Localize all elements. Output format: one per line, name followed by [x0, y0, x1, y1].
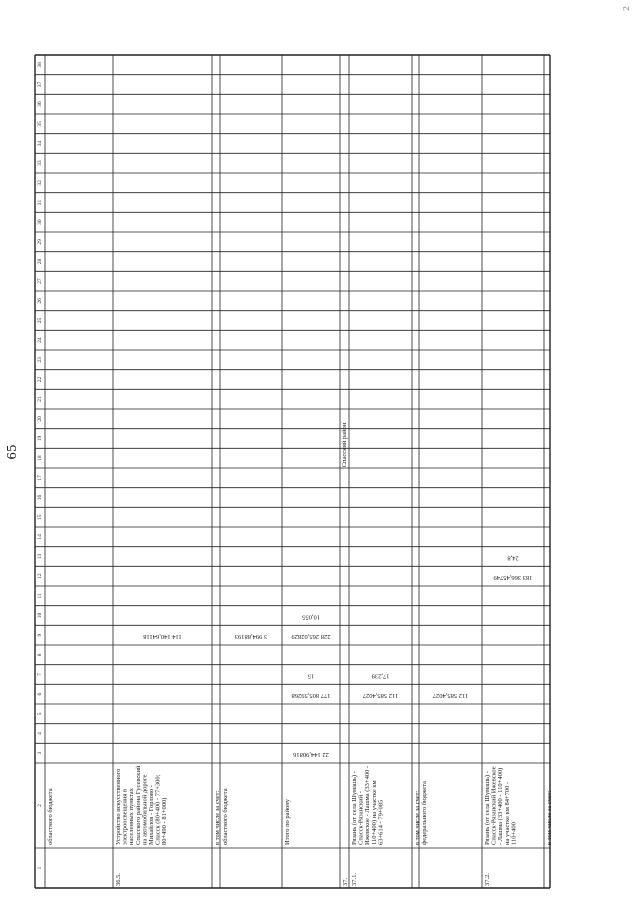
row-number: 37. [342, 877, 349, 886]
row-name: Рязань (от села Шумашь) -Спасск-Рязанский Ижевское- Лашма (33+400 - 110+400)на участке км 84+700 -110+400 [484, 766, 518, 845]
column-header: 5 [37, 712, 43, 716]
column-header: 12 [37, 573, 43, 579]
column-header: 27 [37, 278, 43, 284]
row-number: 37.2. [484, 873, 491, 886]
column-header: 29 [37, 239, 43, 245]
row-name: Устройство искусственногоэлектроосвещения внаселенных пунктахСпасского района Гусевскийна автомобильной дорогеМихайлов - Горлово -Спасск (80+400 - 77+300;80+490 - 81+000) [115, 765, 169, 845]
cell-value: 3 994,88193 [234, 633, 268, 641]
cell-value: 10,055 [302, 613, 320, 621]
column-header: 26 [37, 298, 43, 304]
column-header: 17 [37, 475, 43, 481]
corner-mark: 2 [622, 5, 632, 12]
column-header: 35 [37, 121, 43, 127]
column-header: 30 [37, 219, 43, 225]
column-header: 32 [37, 180, 43, 186]
column-header: 6 [37, 692, 43, 696]
row-number: 36.5. [115, 873, 122, 886]
cell-value: 112 585,4027 [432, 692, 469, 700]
column-header: 3 [37, 751, 43, 755]
column-header: 14 [37, 534, 43, 540]
column-header: 23 [37, 357, 43, 363]
column-header: 1 [37, 866, 43, 870]
column-header: 8 [37, 653, 43, 657]
cell-value: 112 585,4027 [362, 692, 399, 700]
cell-value: 22 144,90816 [293, 751, 329, 759]
row-number: 37.1. [351, 873, 358, 886]
section-title: Спасский район [341, 422, 348, 468]
column-header: 31 [37, 199, 43, 206]
column-header: 22 [37, 376, 43, 383]
column-header: 7 [37, 673, 43, 676]
column-header: 28 [37, 258, 43, 265]
table-grid [35, 55, 550, 888]
cell-value: 24,8 [507, 554, 519, 562]
cell-value: 228 265,02829 [291, 633, 331, 641]
column-header: 13 [37, 553, 43, 560]
column-header: 20 [37, 416, 43, 422]
column-header: 4 [37, 732, 43, 735]
column-header: 36 [37, 101, 43, 107]
column-header: 21 [37, 396, 43, 402]
column-header: 15 [37, 514, 43, 520]
column-header: 10 [37, 612, 43, 619]
cell-value: 114 140,64118 [143, 633, 182, 641]
table-labels [37, 62, 553, 886]
page-number: 65 [5, 444, 19, 460]
row-name: федерального бюджета [421, 781, 428, 845]
column-header: 19 [37, 435, 43, 442]
row-name: областного бюджета [47, 788, 54, 845]
column-header: 34 [37, 140, 43, 147]
column-header: 11 [37, 593, 43, 599]
column-header: 24 [37, 337, 43, 343]
cell-value: 177 805,59268 [291, 692, 331, 700]
column-header: 25 [37, 317, 43, 324]
row-name: Итого по району [284, 798, 291, 845]
row-name: Рязань (от села Шумашь) -Спасск-Рязанский -Ижевское - Лашма (33+400 -110+400) на участке км63+614 - 79+085 [351, 765, 385, 845]
row-name: областного бюджета [222, 788, 229, 845]
cell-value: 17,239 [371, 672, 390, 680]
column-header: 18 [37, 455, 43, 461]
column-header: 33 [37, 160, 43, 166]
column-header: 38 [37, 62, 43, 68]
cell-value: 183 366,45749 [493, 574, 533, 582]
column-header: 16 [37, 494, 43, 501]
row-name: в том числе за счет: [414, 790, 421, 845]
row-name: в том числе за счет: [546, 790, 553, 845]
column-header: 37 [37, 81, 43, 88]
cell-value: 15 [307, 672, 315, 680]
column-header: 9 [37, 633, 43, 637]
row-name: в том числе за счет: [214, 790, 221, 845]
column-header: 2 [37, 804, 43, 807]
